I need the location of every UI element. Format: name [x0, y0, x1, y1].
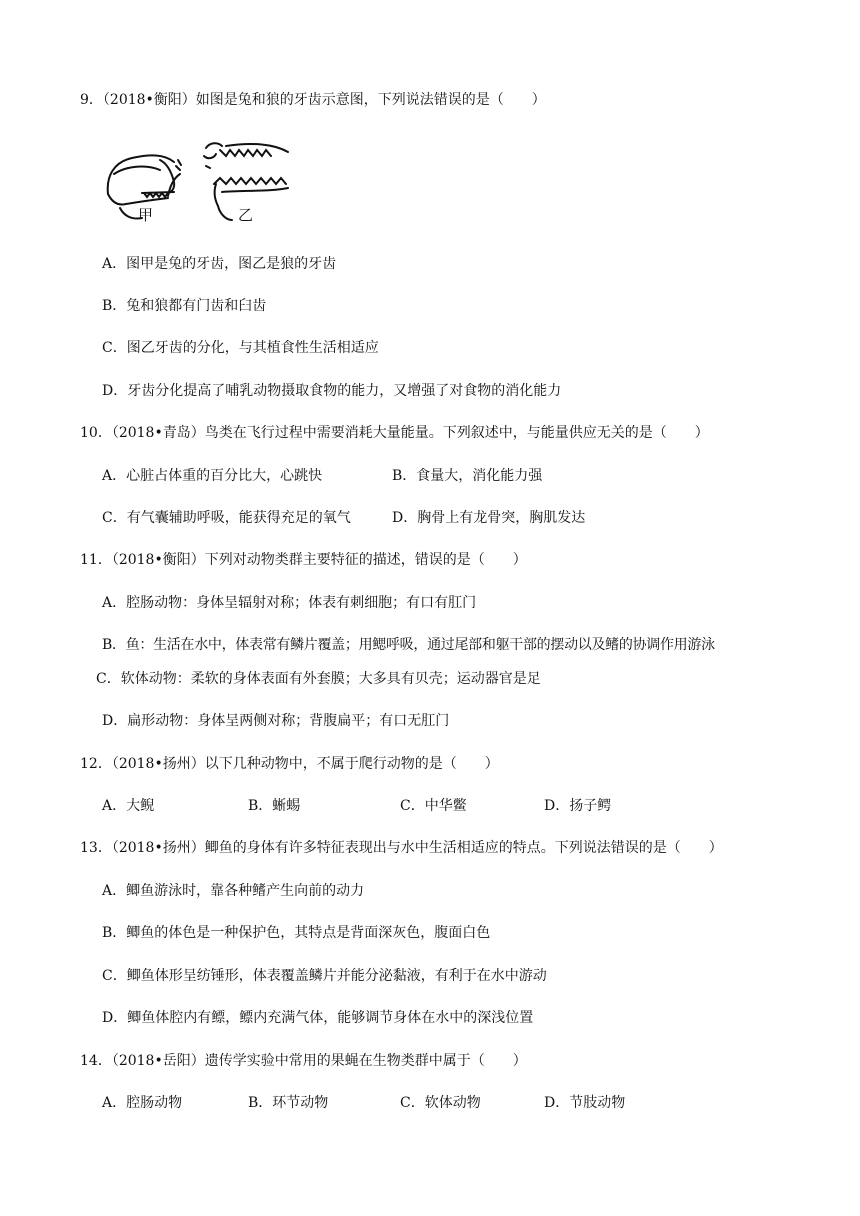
question-number: 13．	[80, 840, 112, 856]
q13-option-c: C．鲫鱼体形呈纺锤形，体表覆盖鳞片并能分泌黏液，有利于在水中游动	[102, 968, 547, 984]
q11-option-b: B．鱼：生活在水中，体表常有鳞片覆盖；用鳃呼吸，通过尾部和躯干部的摆动以及鳍的协调作用游泳	[102, 637, 715, 653]
figure-label-a: 甲	[138, 206, 154, 224]
q12-option-a: A．大鲵	[102, 798, 155, 814]
question-text: （2018•衡阳）如图是兔和狼的牙齿示意图，下列说法错误的是（ ）	[102, 92, 546, 108]
question-10-stem	[80, 423, 709, 443]
question-14-stem	[80, 1051, 527, 1071]
question-text: （2018•岳阳）遗传学实验中常用的果蝇在生物类群中属于（ ）	[111, 1053, 527, 1069]
q14-option-a: A．腔肠动物	[102, 1095, 183, 1111]
question-number: 14．	[80, 1053, 112, 1069]
question-text: （2018•扬州）鲫鱼的身体有许多特征表现出与水中生活相适应的特点。下列说法错误的是（ ）	[111, 840, 723, 856]
question-number: 10．	[80, 425, 112, 441]
teeth-diagram-icon	[102, 136, 302, 228]
question-text: （2018•衡阳）下列对动物类群主要特征的描述，错误的是（ ）	[111, 552, 527, 568]
q9-option-a: A．图甲是兔的牙齿，图乙是狼的牙齿	[102, 256, 337, 272]
question-text: （2018•青岛）鸟类在飞行过程中需要消耗大量能量。下列叙述中，与能量供应无关的是（ ）	[111, 425, 709, 441]
q9-option-c: C．图乙牙齿的分化，与其植食性生活相适应	[102, 340, 379, 356]
q12-option-d: D．扬子鳄	[544, 798, 612, 814]
question-number: 11．	[80, 552, 112, 568]
q11-option-c: C．软体动物：柔软的身体表面有外套膜；大多具有贝壳；运动器官是足	[96, 671, 541, 687]
question-12-stem	[80, 754, 499, 774]
q14-option-c: C．软体动物	[400, 1095, 481, 1111]
question-9-stem	[80, 90, 546, 110]
q10-option-c: C．有气囊辅助呼吸，能获得充足的氧气	[102, 510, 351, 526]
q10-option-b: B．食量大，消化能力强	[392, 468, 543, 484]
figure-label-b: 乙	[238, 206, 254, 224]
q13-option-a: A．鲫鱼游泳时，靠各种鳍产生向前的动力	[102, 883, 365, 899]
q13-option-b: B．鲫鱼的体色是一种保护色，其特点是背面深灰色，腹面白色	[102, 925, 491, 941]
question-number: 9．	[80, 92, 103, 108]
q12-option-b: B．蜥蜴	[248, 798, 301, 814]
question-text: （2018•扬州）以下几种动物中，不属于爬行动物的是（ ）	[111, 756, 499, 772]
q10-option-d: D．胸骨上有龙骨突，胸肌发达	[392, 510, 586, 526]
question-11-stem	[80, 550, 527, 570]
q10-option-a: A．心脏占体重的百分比大，心跳快	[102, 468, 323, 484]
q14-option-b: B．环节动物	[248, 1095, 329, 1111]
q13-option-d: D．鲫鱼体腔内有鳔，鳔内充满气体，能够调节身体在水中的深浅位置	[102, 1010, 534, 1026]
teeth-figure	[102, 136, 302, 228]
q14-option-d: D．节肢动物	[544, 1095, 626, 1111]
question-13-stem	[80, 838, 723, 858]
question-number: 12．	[80, 756, 112, 772]
q12-option-c: C．中华鳖	[400, 798, 467, 814]
q11-option-a: A．腔肠动物：身体呈辐射对称；体表有刺细胞；有口有肛门	[102, 595, 477, 611]
q11-option-d: D．扁形动物：身体呈两侧对称；背腹扁平；有口无肛门	[102, 713, 450, 729]
q9-option-b: B．兔和狼都有门齿和臼齿	[102, 298, 267, 314]
q9-option-d: D．牙齿分化提高了哺乳动物摄取食物的能力，又增强了对食物的消化能力	[102, 383, 562, 399]
